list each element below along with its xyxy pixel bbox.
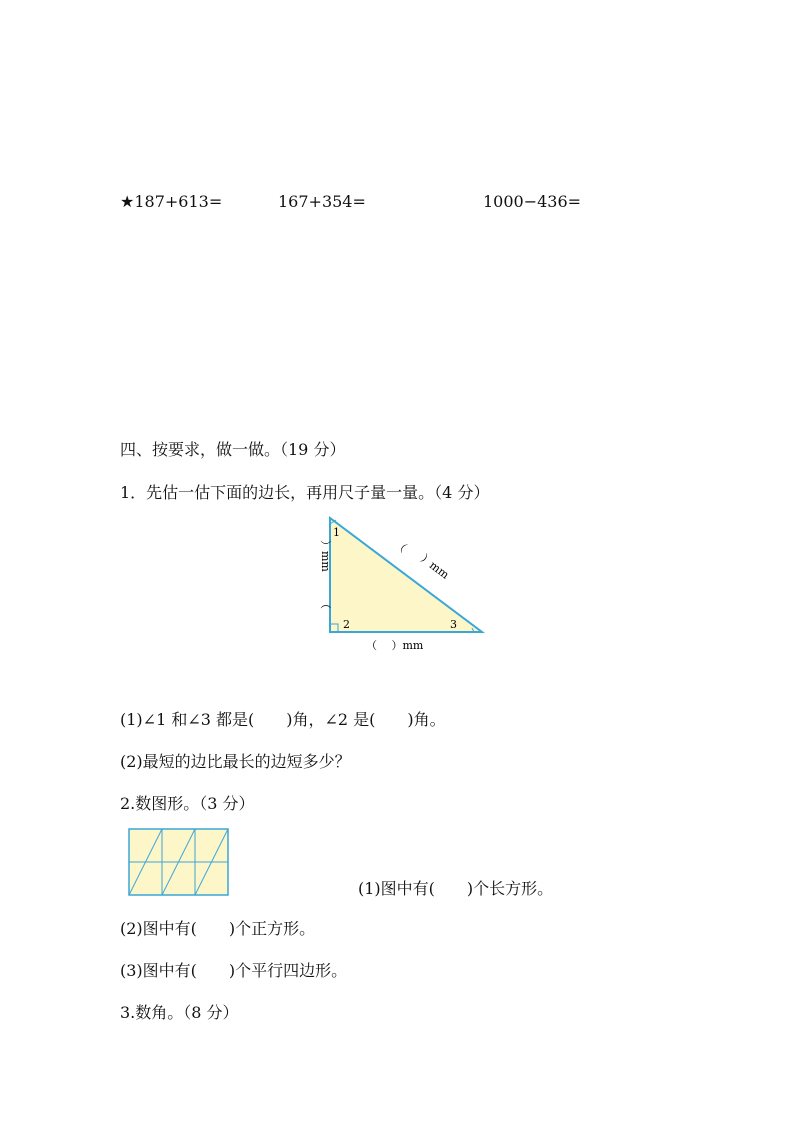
angle-2-label: 2 <box>343 618 350 631</box>
question-2-title: 2.数图形。（3 分） <box>120 794 255 813</box>
calc-item-1: ★187+613= <box>120 192 223 211</box>
hypotenuse-open-label: （ <box>392 538 409 556</box>
left-side-close-label: ）mm <box>319 540 332 572</box>
grid-figure <box>128 828 230 898</box>
bottom-side-label: （ ）mm <box>366 639 424 652</box>
triangle-figure <box>300 510 500 660</box>
section-heading: 四、按要求，做一做。（19 分） <box>120 440 346 459</box>
question-2-sub-1: (1)图中有( )个长方形。 <box>358 879 554 898</box>
angle-3-label: 3 <box>450 618 457 631</box>
calc-item-3: 1000−436= <box>483 192 582 211</box>
calc-item-2: 167+354= <box>278 192 366 211</box>
angle-1-label: 1 <box>333 526 340 539</box>
hypotenuse-close-label: ）mm <box>418 552 452 582</box>
question-1-title: 1．先估一估下面的边长，再用尺子量一量。（4 分） <box>120 483 490 502</box>
question-3-title: 3.数角。（8 分） <box>120 1003 239 1022</box>
question-2-sub-2: (2)图中有( )个正方形。 <box>120 919 316 938</box>
right-triangle <box>330 518 482 632</box>
question-1-sub-1: (1)∠1 和∠3 都是( )角，∠2 是( )角。 <box>120 710 446 729</box>
left-side-open-label: （ <box>319 598 332 609</box>
question-2-sub-3: (3)图中有( )个平行四边形。 <box>120 961 348 980</box>
question-1-sub-2: (2)最短的边比最长的边短多少？ <box>120 752 351 771</box>
